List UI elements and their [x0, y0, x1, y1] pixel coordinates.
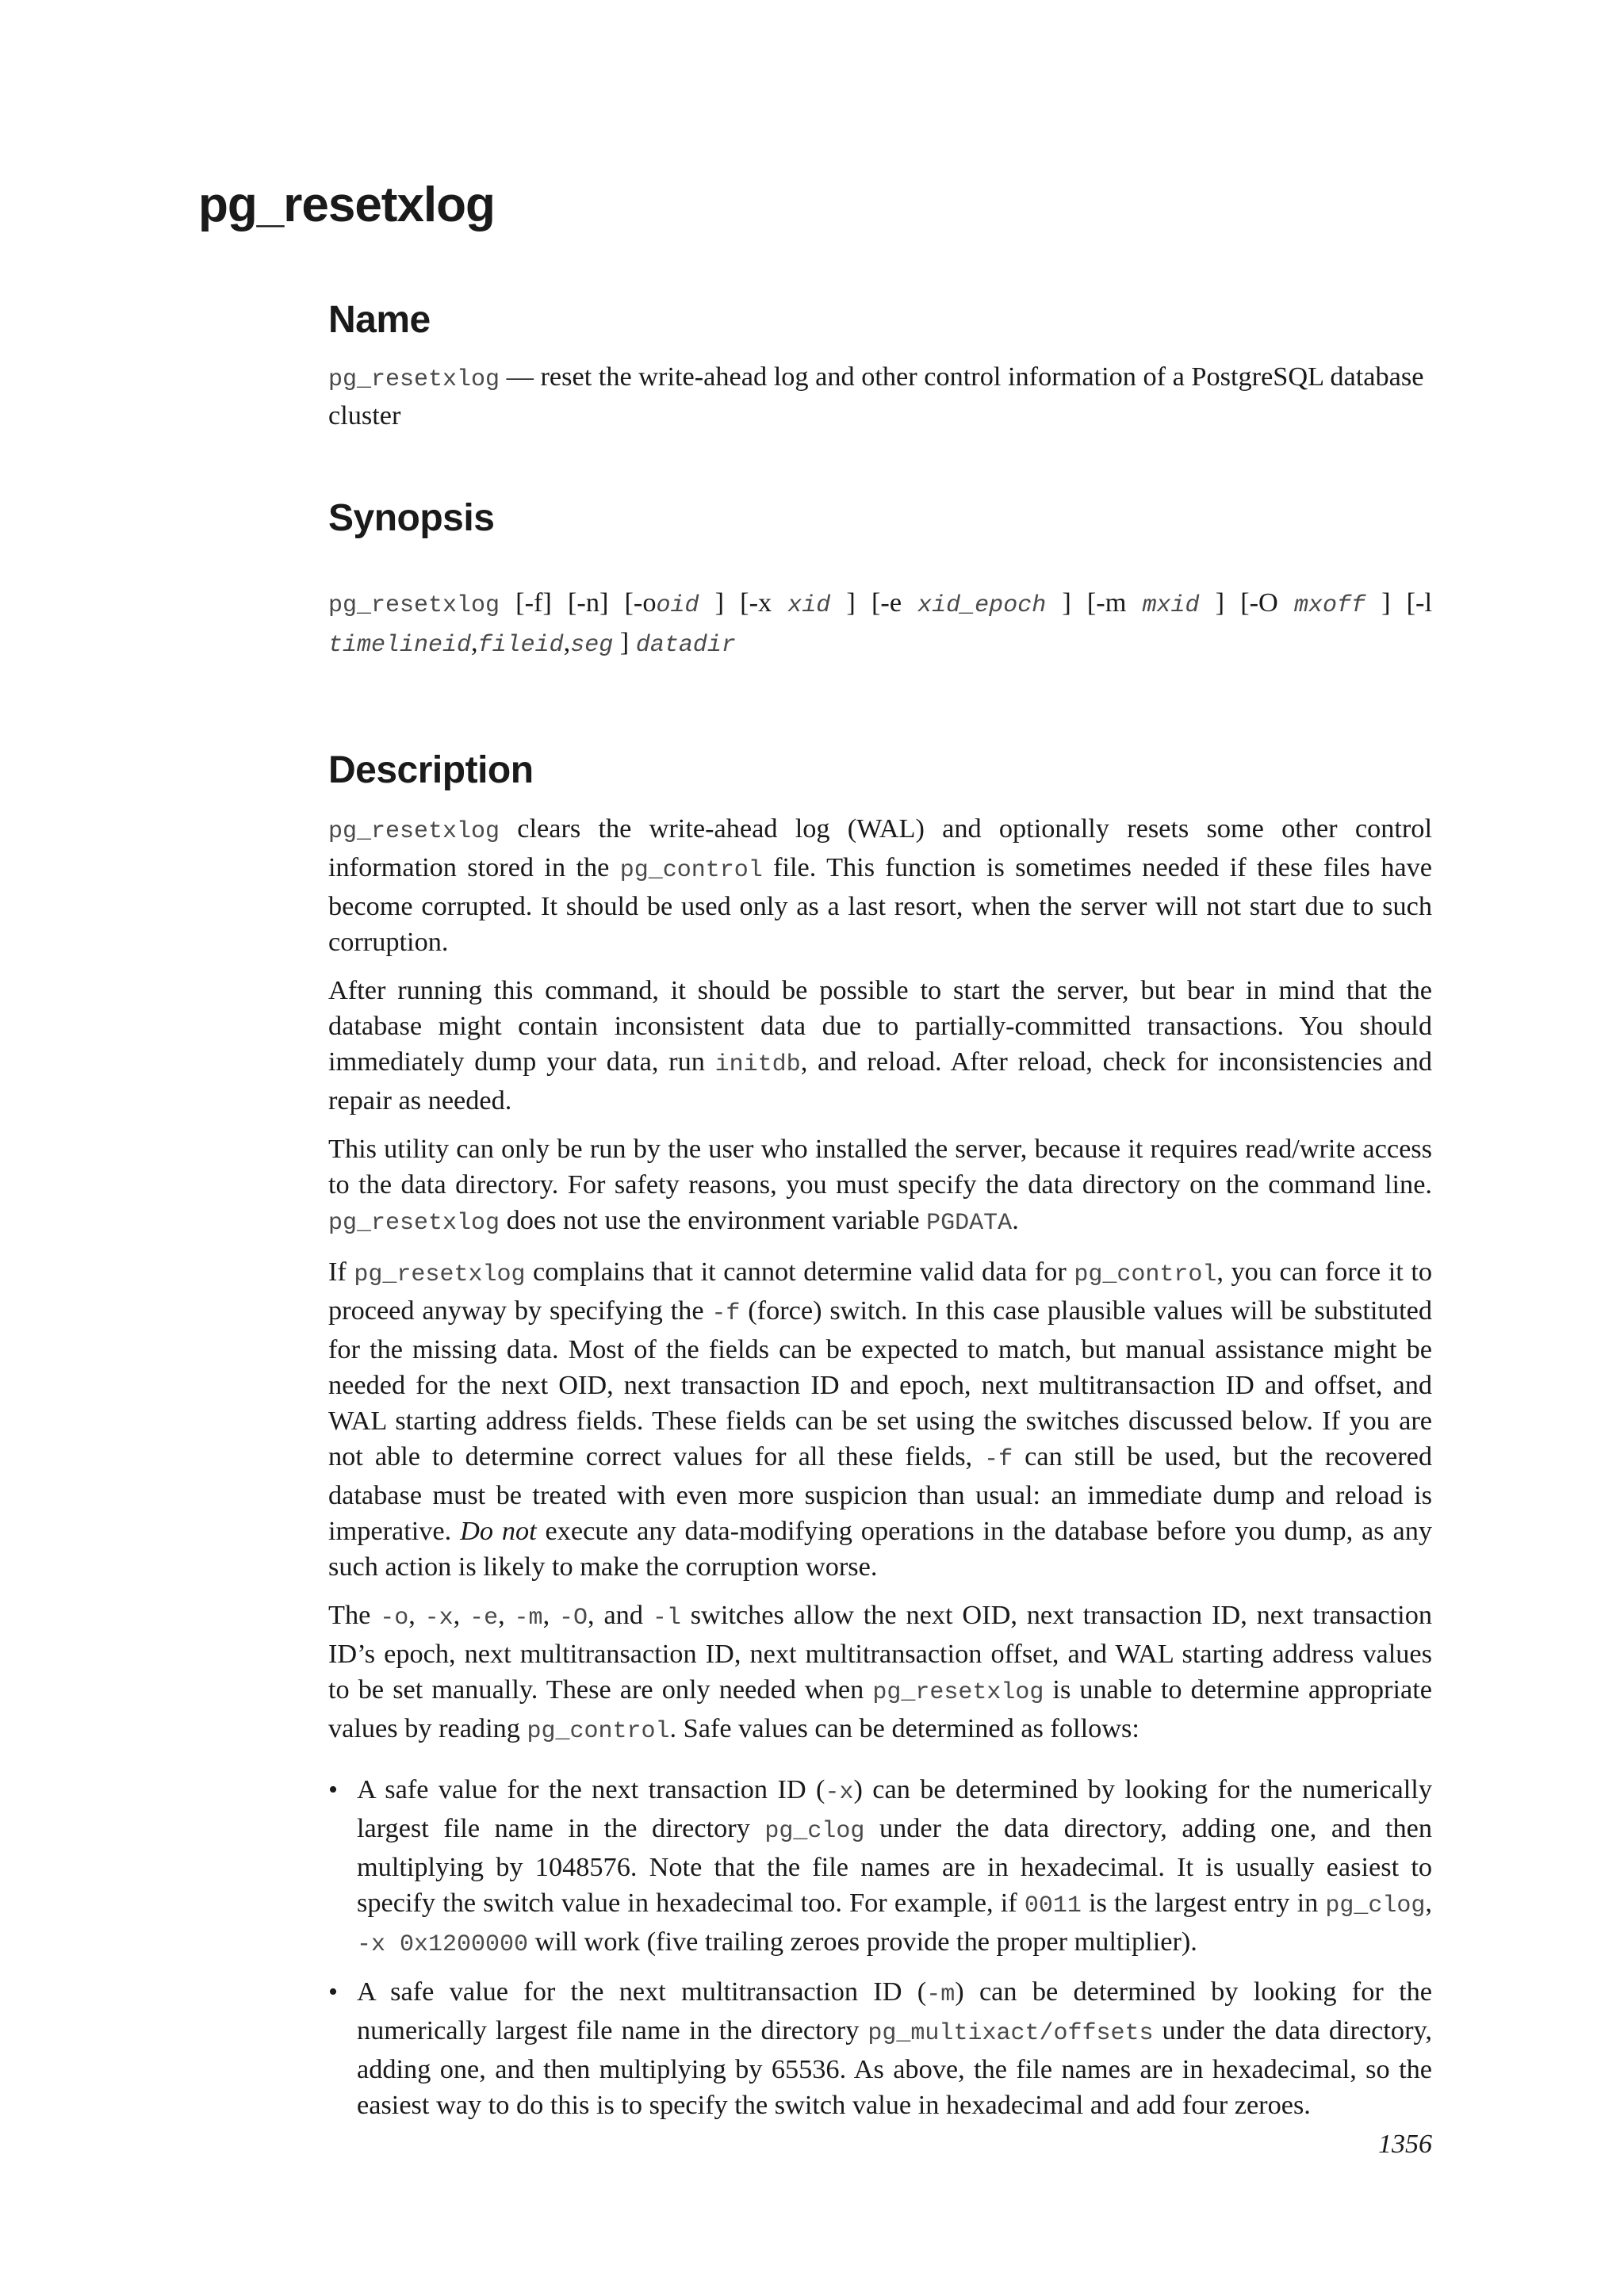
synopsis-text: ] [-x: [699, 587, 788, 618]
synopsis-section: [328, 584, 1432, 676]
paragraph-text: , and: [588, 1600, 653, 1630]
description-paragraph-3: [328, 1131, 1432, 1242]
list-text: is the largest entry in: [1081, 1888, 1326, 1918]
switch-example: -x 0x1200000: [357, 1931, 529, 1958]
command-name: pg_resetxlog: [872, 1679, 1044, 1706]
page-title: pg_resetxlog: [198, 178, 495, 232]
paragraph-text: The: [328, 1600, 381, 1630]
synopsis-text: ,: [471, 627, 478, 657]
page-number: 1356: [1378, 2130, 1432, 2159]
safe-values-list: [328, 1772, 1432, 2123]
paragraph-text: .: [1012, 1205, 1019, 1235]
paragraph-text: , you can force it to proceed anyway by specifying the: [328, 1257, 1433, 1326]
list-text: will work (five trailing zeroes provide the proper multiplier).: [528, 1927, 1197, 1957]
command-name: pg_resetxlog: [328, 366, 500, 393]
command-name: pg_resetxlog: [328, 818, 500, 845]
list-text: A safe value for the next transaction ID (: [357, 1774, 825, 1804]
paragraph-text: is unable to determine appropriate values by reading: [328, 1674, 1432, 1743]
file-name: pg_control: [1074, 1261, 1217, 1288]
list-item: [328, 1772, 1432, 1963]
paragraph-text: complains that it cannot determine valid data for: [525, 1257, 1074, 1287]
directory-name: pg_clog: [1325, 1892, 1426, 1919]
synopsis-line: [328, 584, 1432, 664]
command-name: pg_resetxlog: [354, 1261, 526, 1288]
synopsis-text: [-f] [-n] [-o: [500, 587, 657, 618]
list-text: under the data directory, adding one, and then multiplying by 65536. As above, the file names are in hexadecimal, so the easiest way to do this is to specify the switch value in hexadecimal and add four zeroes.: [357, 2015, 1433, 2120]
paragraph-text: If: [328, 1257, 354, 1287]
command-initdb: initdb: [714, 1051, 801, 1078]
paragraph-text: clears the write-ahead log (WAL) and optionally resets some other control information stored in the: [328, 813, 1432, 882]
paragraph-text: does not use the environment variable: [500, 1205, 927, 1235]
param-mxoff: mxoff: [1293, 592, 1365, 619]
name-paragraph: [328, 359, 1432, 434]
paragraph-text: ,: [498, 1600, 515, 1630]
paragraph-text: ,: [408, 1600, 425, 1630]
emphasis-text: Do not: [460, 1516, 537, 1546]
paragraph-text: execute any data-modifying operations in the database before you dump, as any such action is likely to make the corruption worse.: [328, 1516, 1432, 1582]
paragraph-text: (force) switch. In this case plausible values will be substituted for the missing data. Most of the fields can be expected to match, but manual assistance might be needed for the next OID, next transaction ID and epoch, next multitransaction ID and offset, and WAL starting address fields. These fields can be set using the switches discussed below. If you are not able to determine correct values for all these fields,: [328, 1295, 1432, 1471]
bullet-icon: •: [328, 1774, 339, 1804]
paragraph-text: This utility can only be run by the user who installed the server, because it requires read/write access to the data directory. For safety reasons, you must specify the data directory on the command line.: [328, 1134, 1432, 1200]
name-section: [328, 359, 1432, 446]
switch-m: -m: [514, 1605, 543, 1632]
directory-name: pg_clog: [764, 1818, 865, 1845]
switch-o: -o: [380, 1605, 409, 1632]
list-text: under the data directory, adding one, and then multiplying by 1048576. Note that the file names are in hexadecimal. It is usually easiest to specify the switch value in hexadecimal too. For example, if: [357, 1813, 1432, 1918]
param-mxid: mxid: [1142, 592, 1200, 619]
synopsis-text: ,: [563, 627, 571, 657]
env-variable: PGDATA: [926, 1210, 1013, 1237]
param-xid-epoch: xid_epoch: [917, 592, 1047, 619]
switch-f: -f: [984, 1446, 1013, 1473]
name-description: — reset the write-ahead log and other control information of a PostgreSQL database cluster: [328, 362, 1424, 430]
list-text: ) can be determined by looking for the numerically largest file name in the directory: [357, 1774, 1432, 1843]
directory-name: pg_multixact/offsets: [868, 2020, 1154, 2047]
synopsis-heading: Synopsis: [328, 497, 495, 539]
list-text: A safe value for the next multitransaction ID (: [357, 1976, 927, 2007]
list-item: [328, 1974, 1432, 2123]
description-section: [328, 811, 1432, 2134]
param-oid: oid: [656, 592, 699, 619]
param-fileid: fileid: [477, 632, 564, 659]
synopsis-text: ] [-e: [830, 587, 918, 618]
paragraph-text: ,: [453, 1600, 470, 1630]
command-name: pg_resetxlog: [328, 1210, 500, 1237]
name-heading: Name: [328, 299, 431, 341]
synopsis-text: ]: [613, 627, 636, 657]
paragraph-text: file. This function is sometimes needed if these files have become corrupted. It should be used only as a last resort, when the server will not start due to such corruption.: [328, 852, 1432, 957]
description-heading: Description: [328, 749, 534, 791]
param-xid: xid: [787, 592, 831, 619]
file-name: pg_control: [527, 1718, 670, 1745]
paragraph-text: ,: [542, 1600, 559, 1630]
synopsis-command: pg_resetxlog: [328, 592, 500, 619]
synopsis-text: ] [-l: [1365, 587, 1432, 618]
description-paragraph-4: [328, 1254, 1432, 1585]
file-name: pg_control: [619, 857, 763, 884]
hex-value: 0011: [1024, 1892, 1082, 1919]
description-paragraph-1: [328, 811, 1432, 960]
switch-l: -l: [652, 1605, 681, 1632]
description-paragraph-2: [328, 973, 1432, 1119]
paragraph-text: , and reload. After reload, check for inconsistencies and repair as needed.: [328, 1047, 1432, 1115]
switch-m: -m: [926, 1981, 956, 2008]
param-datadir: datadir: [635, 632, 736, 659]
switch-e: -e: [469, 1605, 499, 1632]
synopsis-text: ] [-O: [1199, 587, 1294, 618]
paragraph-text: After running this command, it should be possible to start the server, but bear in mind that the database might contain inconsistent data due to partially-committed transactions. You should immediately dump your data, run: [328, 975, 1432, 1077]
switch-f: -f: [711, 1300, 741, 1327]
synopsis-text: ] [-m: [1046, 587, 1143, 618]
description-paragraph-5: [328, 1598, 1432, 1750]
paragraph-text: can still be used, but the recovered database must be treated with even more suspicion than usual: an immediate dump and reload is imperative.: [328, 1441, 1432, 1546]
switch-x: -x: [825, 1779, 854, 1806]
list-text: ) can be determined by looking for the numerically largest file name in the directory: [357, 1976, 1432, 2045]
param-seg: seg: [570, 632, 614, 659]
list-text: ,: [1425, 1888, 1432, 1918]
bullet-icon: •: [328, 1976, 339, 2007]
switch-x: -x: [424, 1605, 454, 1632]
switch-O: -O: [559, 1605, 588, 1632]
paragraph-text: . Safe values can be determined as follows:: [669, 1713, 1139, 1743]
param-timelineid: timelineid: [328, 632, 472, 659]
paragraph-text: switches allow the next OID, next transaction ID, next transaction ID’s epoch, next multitransaction ID, next multitransaction offset, and WAL starting address values to be set manually. These are only needed when: [328, 1600, 1432, 1705]
